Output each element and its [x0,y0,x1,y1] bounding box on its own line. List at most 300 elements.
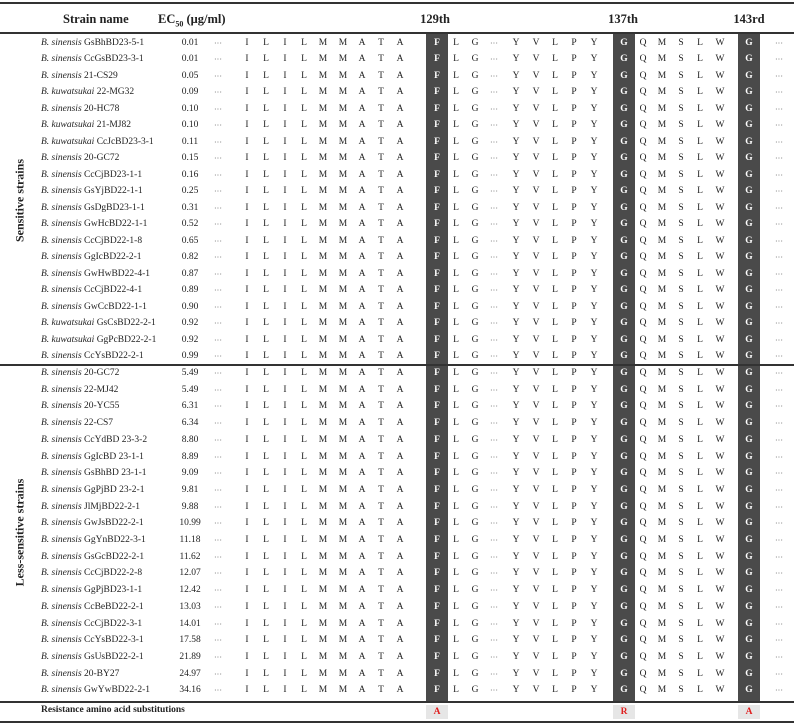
amino-acid: L [552,668,558,679]
species: B. sinensis [41,301,82,312]
amino-acid: W [715,318,725,328]
amino-acid: A [396,484,404,495]
amino-acid: L [263,186,269,196]
amino-acid: G [620,219,628,229]
substitution-143: A [738,705,760,719]
amino-acid: L [697,685,703,696]
amino-acid: S [678,301,684,312]
amino-acid: G [620,252,628,262]
amino-acid: L [552,601,558,612]
amino-acid: A [396,301,404,312]
amino-acid: Y [512,568,520,579]
amino-acid: Q [639,136,647,147]
amino-acid: F [434,568,440,579]
amino-acid: Q [639,103,647,114]
amino-acid: Y [590,401,598,412]
amino-acid: F [434,468,440,479]
amino-acid: ··· [214,154,222,163]
resistance-label: Resistance amino acid substitutions [41,705,185,715]
amino-acid: M [657,501,667,512]
amino-acid: G [620,418,628,429]
amino-acid: G [471,318,479,328]
amino-acid: G [471,418,479,429]
amino-acid: F [434,635,440,646]
ec50-value: 0.01 [181,54,199,64]
amino-acid: P [571,635,577,646]
amino-acid: G [745,618,753,629]
amino-acid: ··· [490,385,498,395]
amino-acid: Y [590,285,598,295]
amino-acid: I [245,468,249,479]
amino-acid: L [453,384,459,395]
amino-acid: V [532,585,540,596]
amino-acid: A [358,351,366,361]
strain-name [41,399,119,414]
amino-acid: G [471,468,479,479]
amino-acid: L [453,635,459,646]
amino-acid: A [358,451,366,462]
amino-acid: Q [639,384,647,395]
table-row [0,36,794,51]
amino-acid: V [532,219,540,229]
amino-acid: L [301,252,307,262]
amino-acid: G [620,202,628,213]
amino-acid: G [471,568,479,579]
amino-acid: ··· [214,269,222,279]
amino-acid: I [283,668,287,679]
amino-acid: F [434,70,440,81]
amino-acid: V [532,54,540,64]
amino-acid: M [338,434,348,445]
amino-acid: L [552,401,558,412]
amino-acid: M [657,618,667,629]
amino-acid: A [358,37,366,48]
amino-acid: F [434,285,440,295]
amino-acid: G [745,252,753,262]
amino-acid: A [358,103,366,114]
amino-acid: Y [512,384,520,395]
header-rule [0,32,794,34]
amino-acid: L [301,318,307,328]
amino-acid: M [338,685,348,696]
amino-acid: L [263,434,269,445]
amino-acid: L [697,120,703,130]
amino-acid: S [678,186,684,196]
amino-acid: M [318,235,328,246]
amino-acid: Q [639,70,647,81]
strain-name [41,267,150,282]
amino-acid: L [697,334,703,345]
strain-id: GgYnBD22-3-1 [84,535,146,545]
amino-acid: ··· [775,452,783,462]
amino-acid: W [715,601,725,612]
amino-acid: L [697,451,703,462]
amino-acid: L [453,153,459,163]
amino-acid: ··· [775,286,783,295]
amino-acid: Y [512,668,520,679]
amino-acid: ··· [775,187,783,196]
amino-acid: L [301,618,307,629]
amino-acid: I [245,451,249,462]
amino-acid: V [532,169,540,180]
amino-acid: P [571,551,577,562]
amino-acid: I [245,318,249,328]
amino-acid: G [745,518,753,529]
amino-acid: P [571,384,577,395]
amino-acid: L [263,285,269,295]
amino-acid: S [678,535,684,545]
amino-acid: I [283,384,287,395]
amino-acid: G [620,120,628,130]
amino-acid: L [263,87,269,97]
table-row [0,333,794,348]
amino-acid: P [571,685,577,696]
amino-acid: S [678,551,684,562]
amino-acid: T [378,568,384,579]
amino-acid: A [358,434,366,445]
amino-acid: I [245,585,249,596]
amino-acid: P [571,451,577,462]
amino-acid: ··· [490,319,498,328]
strain-id: CcCjBD23-1-1 [84,169,143,180]
amino-acid: F [434,668,440,679]
amino-acid: A [358,120,366,130]
amino-acid: ··· [214,419,222,429]
strain-name [41,383,118,398]
amino-acid: L [301,219,307,229]
amino-acid: T [378,484,384,495]
amino-acid: G [471,70,479,81]
amino-acid: M [338,618,348,629]
amino-acid: G [620,301,628,312]
amino-acid: S [678,219,684,229]
amino-acid: F [434,120,440,130]
amino-acid: ··· [490,435,498,445]
ec50-value: 8.89 [181,451,199,462]
amino-acid: G [745,235,753,246]
ec50-value: 34.16 [179,685,201,696]
amino-acid: V [532,136,540,147]
amino-acid: Y [590,535,598,545]
amino-acid: L [453,103,459,114]
amino-acid: T [378,351,384,361]
table-row [0,483,794,498]
amino-acid: I [245,651,249,662]
amino-acid: ··· [775,435,783,445]
ec50-value: 0.10 [181,120,199,130]
amino-acid: G [471,401,479,412]
amino-acid: M [657,169,667,180]
species: B. sinensis [41,601,82,612]
amino-acid: M [338,103,348,114]
amino-acid: L [263,501,269,512]
amino-acid: Y [512,468,520,479]
amino-acid: A [358,301,366,312]
amino-acid: M [657,37,667,48]
amino-acid: V [532,252,540,262]
amino-acid: ··· [490,220,498,229]
amino-acid: L [552,285,558,295]
amino-acid: I [245,368,249,378]
amino-acid: P [571,219,577,229]
amino-acid: M [318,153,328,163]
amino-acid: L [697,601,703,612]
amino-acid: L [301,418,307,429]
ec50-value: 0.65 [181,235,199,246]
amino-acid: ··· [775,669,783,679]
amino-acid: ··· [775,121,783,130]
amino-acid: L [697,54,703,64]
amino-acid: ··· [490,669,498,679]
amino-acid: ··· [214,385,222,395]
amino-acid: ··· [214,552,222,562]
amino-acid: V [532,651,540,662]
amino-acid: I [283,551,287,562]
amino-acid: ··· [214,352,222,361]
strain-name [41,683,150,698]
amino-acid: Y [590,70,598,81]
amino-acid: T [378,153,384,163]
amino-acid: M [318,87,328,97]
amino-acid: Y [512,268,520,279]
amino-acid: M [318,518,328,529]
amino-acid: T [378,37,384,48]
amino-acid: M [318,668,328,679]
amino-acid: G [745,585,753,596]
amino-acid: M [657,535,667,545]
amino-acid: L [697,668,703,679]
amino-acid: I [245,169,249,180]
amino-acid: L [263,202,269,213]
strain-id: GgIcBD22-2-1 [84,252,142,262]
amino-acid: L [697,37,703,48]
strain-id: CcJcBD23-3-1 [96,136,154,147]
amino-acid: M [657,54,667,64]
strain-id: GwCcBD22-1-1 [84,301,147,312]
strain-name [41,168,142,183]
amino-acid: ··· [775,170,783,180]
amino-acid: L [301,153,307,163]
table-row [0,168,794,183]
ec50-value: 0.92 [181,318,199,328]
amino-acid: A [358,153,366,163]
amino-acid: I [245,268,249,279]
amino-acid: G [620,601,628,612]
amino-acid: P [571,285,577,295]
amino-acid: L [697,235,703,246]
amino-acid: I [245,153,249,163]
amino-acid: M [338,484,348,495]
amino-acid: ··· [490,686,498,696]
amino-acid: ··· [775,253,783,262]
strain-name [41,52,144,67]
substitution-137: R [613,705,635,719]
amino-acid: G [620,618,628,629]
table-row [0,683,794,698]
strain-id: GgPcBD22-2-1 [96,334,157,345]
amino-acid: L [453,334,459,345]
strain-name [41,151,119,166]
amino-acid: ··· [775,154,783,163]
amino-acid: ··· [214,569,222,579]
amino-acid: M [318,585,328,596]
amino-acid: Q [639,501,647,512]
amino-acid: G [471,334,479,345]
amino-acid: G [745,202,753,213]
amino-acid: ··· [775,419,783,429]
amino-acid: L [697,285,703,295]
amino-acid: A [396,651,404,662]
amino-acid: L [301,103,307,114]
amino-acid: F [434,451,440,462]
amino-acid: L [263,351,269,361]
amino-acid: F [434,268,440,279]
amino-acid: L [301,235,307,246]
amino-acid: Y [512,518,520,529]
amino-acid: ··· [214,402,222,412]
amino-acid: I [245,635,249,646]
amino-acid: Y [512,635,520,646]
amino-acid: Y [512,202,520,213]
amino-acid: S [678,635,684,646]
strain-id: GsYjBD22-1-1 [84,186,143,196]
amino-acid: Y [512,618,520,629]
amino-acid: M [338,54,348,64]
species: B. kuwatsukai [41,318,95,328]
amino-acid: ··· [775,619,783,629]
amino-acid: Y [590,551,598,562]
amino-acid: G [620,585,628,596]
amino-acid: F [434,301,440,312]
amino-acid: A [396,434,404,445]
amino-acid: A [396,318,404,328]
amino-acid: ··· [214,669,222,679]
amino-acid: V [532,468,540,479]
strain-name-header: Strain name [63,12,129,26]
amino-acid: V [532,618,540,629]
amino-acid: P [571,120,577,130]
amino-acid: L [263,54,269,64]
amino-acid: F [434,434,440,445]
amino-acid: I [283,635,287,646]
amino-acid: T [378,87,384,97]
species: B. sinensis [41,153,82,163]
amino-acid: Y [512,351,520,361]
strain-id: 21-CS29 [84,70,118,81]
amino-acid: Q [639,37,647,48]
amino-acid: Y [512,535,520,545]
amino-acid: I [283,318,287,328]
amino-acid: T [378,468,384,479]
amino-acid: L [552,484,558,495]
amino-acid: G [620,103,628,114]
strain-id: GwHwBD22-4-1 [84,268,150,279]
amino-acid: ··· [775,369,783,378]
amino-acid: F [434,351,440,361]
amino-acid: ··· [214,586,222,596]
amino-acid: M [318,468,328,479]
strain-name [41,450,144,465]
amino-acid: M [318,219,328,229]
amino-acid: S [678,235,684,246]
amino-acid: P [571,103,577,114]
amino-acid: G [745,318,753,328]
amino-acid: M [338,585,348,596]
strain-id: 20-HC78 [84,103,120,114]
amino-acid: S [678,268,684,279]
amino-acid: Y [590,334,598,345]
amino-acid: M [657,318,667,328]
amino-acid: P [571,318,577,328]
ec50-value: 0.87 [181,268,199,279]
species: B. sinensis [41,70,82,81]
amino-acid: M [338,468,348,479]
amino-acid: W [715,37,725,48]
table-row [0,250,794,265]
amino-acid: A [358,668,366,679]
amino-acid: M [657,451,667,462]
amino-acid: M [338,401,348,412]
amino-acid: M [318,484,328,495]
amino-acid: M [318,351,328,361]
table-row [0,633,794,648]
ec50-value: 0.82 [181,252,199,262]
amino-acid: A [396,334,404,345]
ec50-value: 0.31 [181,202,199,213]
amino-acid: V [532,668,540,679]
amino-acid: Q [639,54,647,64]
amino-acid: A [396,70,404,81]
species: B. sinensis [41,535,82,545]
amino-acid: V [532,401,540,412]
amino-acid: G [471,434,479,445]
amino-acid: L [697,268,703,279]
amino-acid: S [678,501,684,512]
amino-acid: M [338,70,348,81]
amino-acid: F [434,551,440,562]
amino-acid: P [571,468,577,479]
amino-acid: M [318,501,328,512]
amino-acid: Y [512,551,520,562]
amino-acid: ··· [214,602,222,612]
amino-acid: P [571,70,577,81]
amino-acid: M [657,601,667,612]
strain-name [41,583,142,598]
amino-acid: G [471,54,479,64]
amino-acid: A [396,685,404,696]
amino-acid: Y [590,468,598,479]
amino-acid: T [378,169,384,180]
amino-acid: A [358,54,366,64]
amino-acid: M [657,685,667,696]
amino-acid: F [434,202,440,213]
amino-acid: I [283,601,287,612]
amino-acid: M [338,651,348,662]
species: B. sinensis [41,468,82,479]
strain-name [41,500,140,515]
amino-acid: L [301,651,307,662]
table-row [0,600,794,615]
amino-acid: L [552,334,558,345]
amino-acid: A [358,551,366,562]
amino-acid: T [378,518,384,529]
amino-acid: Q [639,568,647,579]
species: B. sinensis [41,484,82,495]
strain-name [41,85,134,100]
amino-acid: G [745,401,753,412]
amino-acid: A [396,351,404,361]
amino-acid: L [552,351,558,361]
